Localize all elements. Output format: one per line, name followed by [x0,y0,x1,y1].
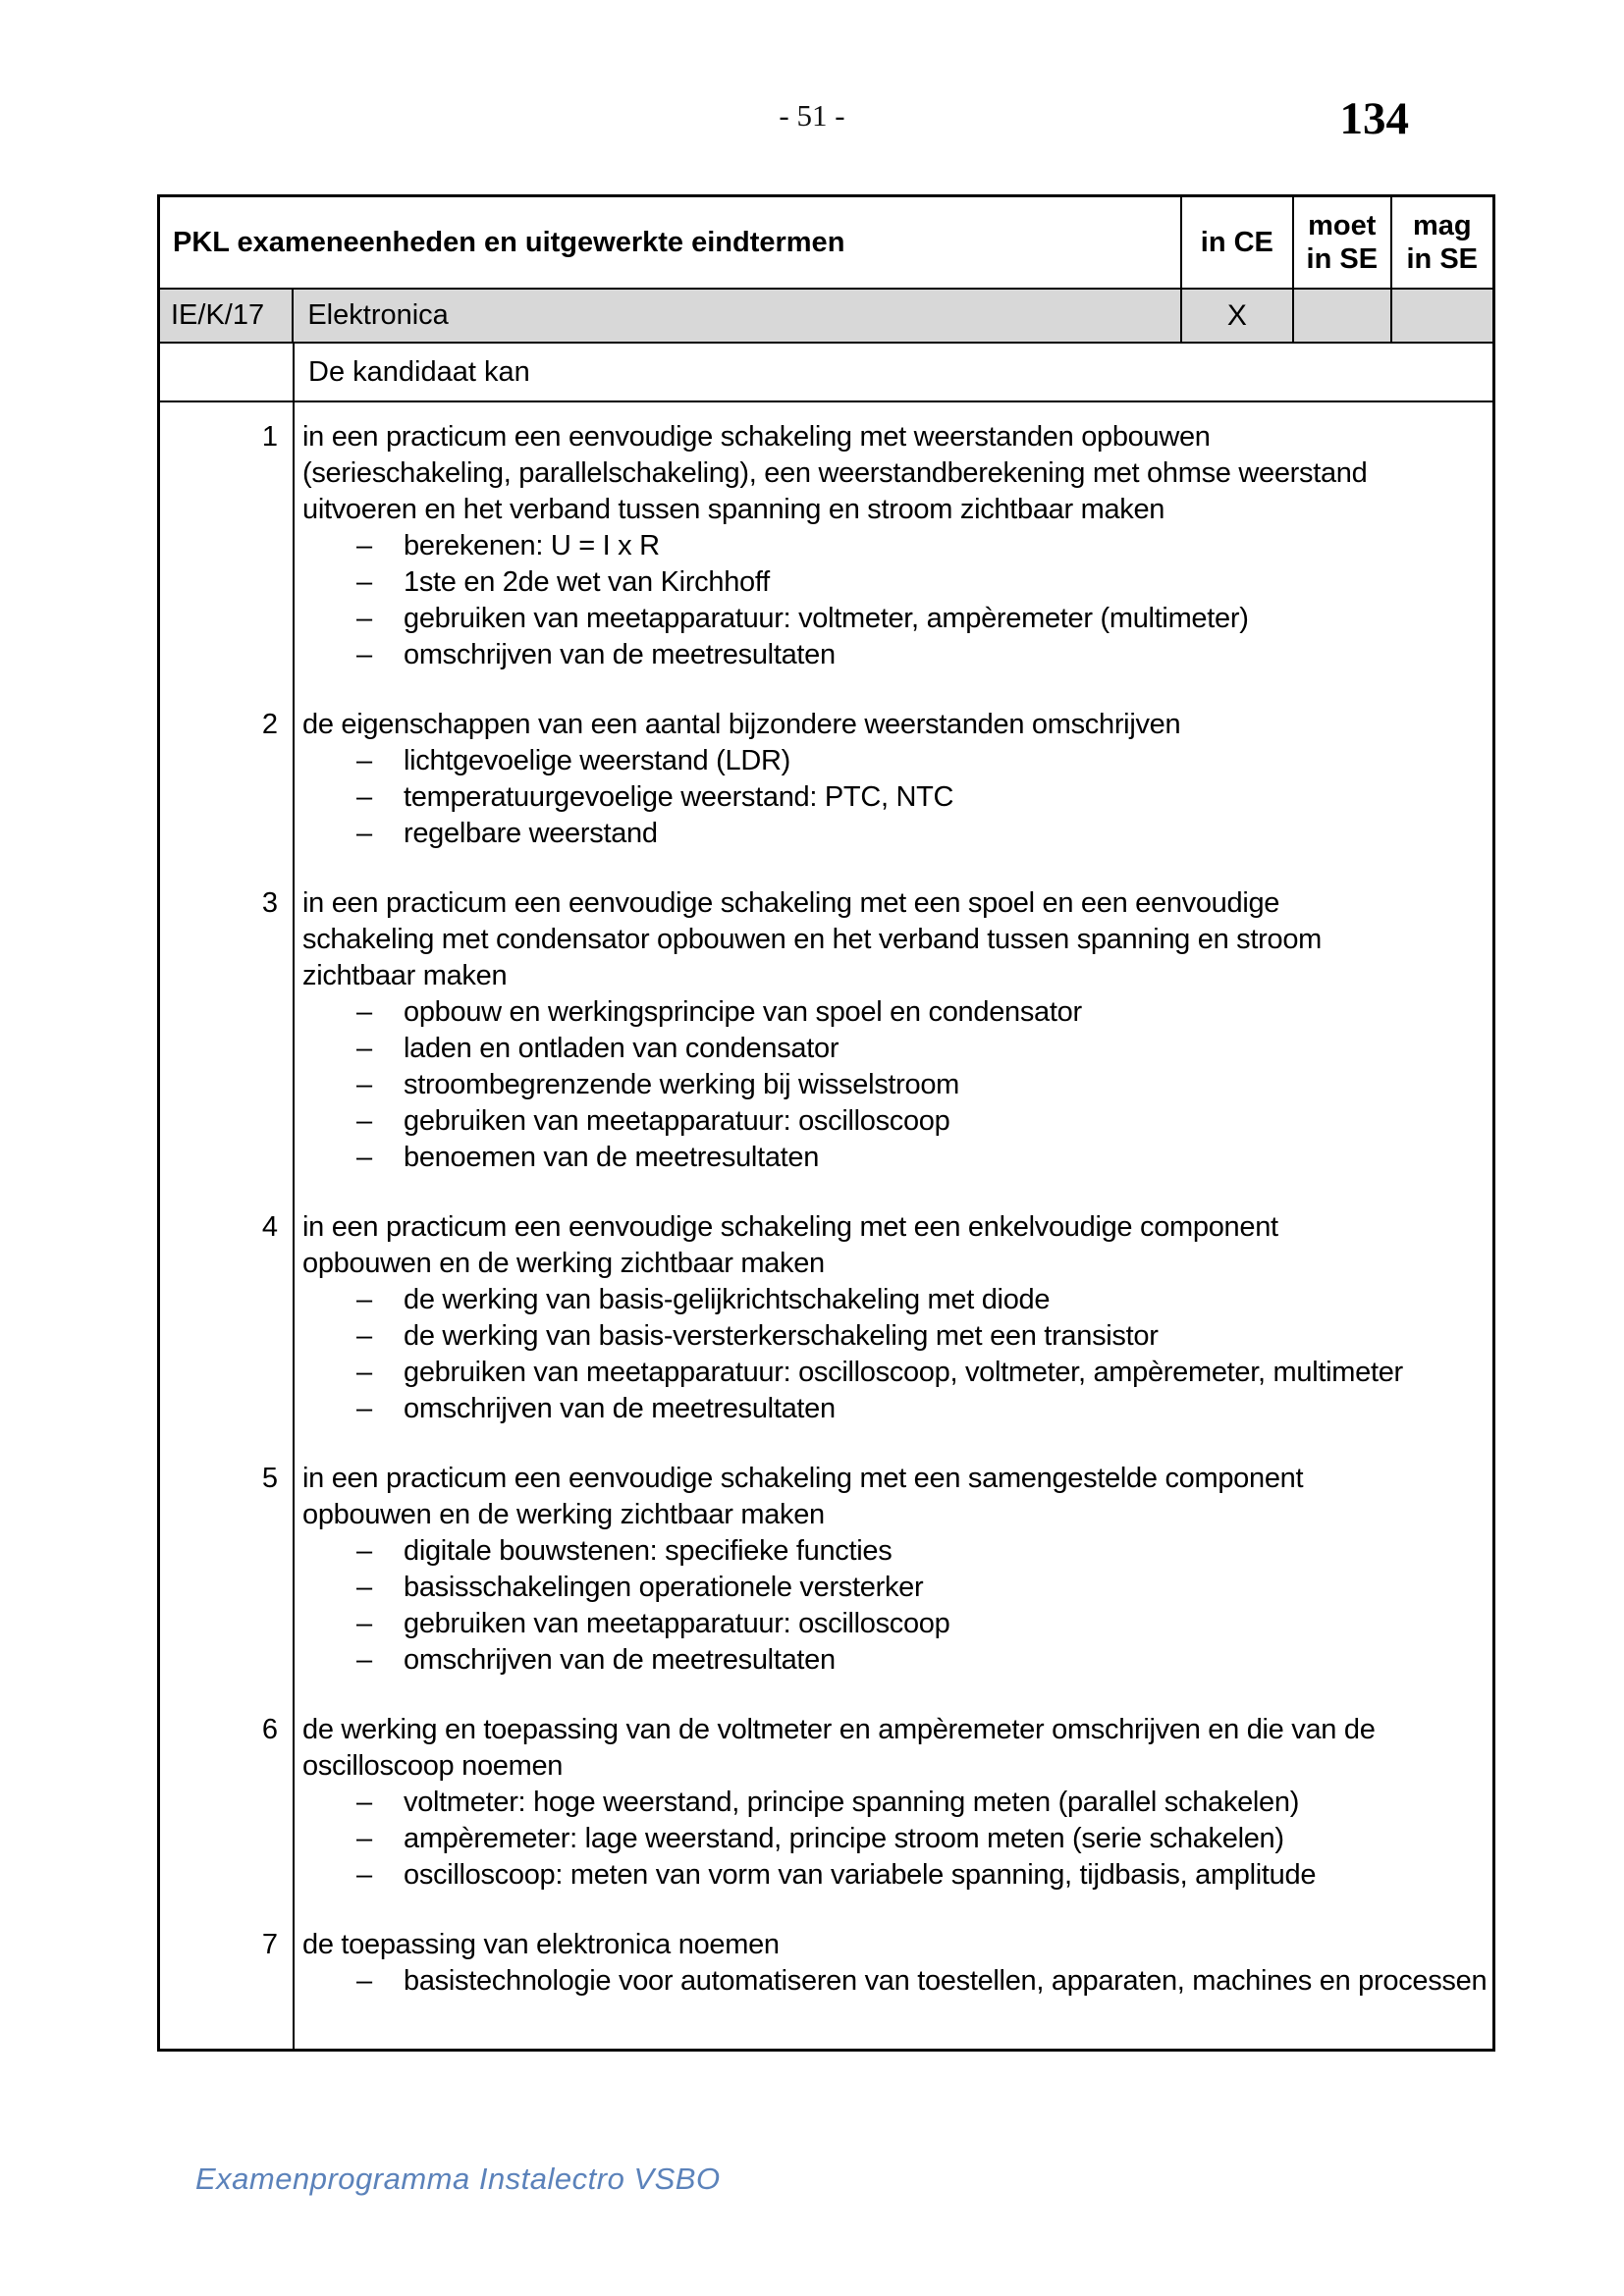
bullet-text: digitale bouwstenen: specifieke functies [404,1535,893,1567]
item-text [302,885,1487,994]
unit-code-cell [160,290,294,342]
item-text-line: in een practicum een eenvoudige schakeling met een spoel en een eenvoudige [302,887,1280,919]
unit-name-cell [294,290,1181,342]
dash-bullet-marker: – [356,603,372,634]
unit-in-ce-cell [1182,290,1294,342]
column-header-moet-in-se [1294,197,1391,288]
bullet-item [302,1570,1487,1606]
kandidaat-text-cell [295,344,1492,400]
item-text-line: (serieschakeling, parallelschakeling), een weerstandberekening met ohmse weerstand [302,457,1368,489]
col-mag-line2: in SE [1406,243,1479,275]
bullet-item [302,528,1487,564]
dash-bullet-marker: – [356,1823,372,1854]
bullet-text: opbouw en werkingsprincipe van spoel en condensator [404,996,1082,1028]
exam-table [157,194,1495,2052]
column-header-in-ce [1182,197,1294,288]
item-number: 6 [261,1714,278,1745]
dash-bullet-marker: – [356,1105,372,1137]
bullet-list [302,528,1487,673]
dash-bullet-marker: – [356,1069,372,1100]
dash-bullet-marker: – [356,745,372,776]
bullet-text: temperatuurgevoelige weerstand: PTC, NTC [404,781,954,813]
bullet-text: gebruiken van meetapparatuur: oscilloscoop [404,1608,950,1639]
col-moet-line1: moet [1308,210,1377,241]
item-text-line: uitvoeren en het verband tussen spanning en stroom zichtbaar maken [302,494,1165,525]
bullet-item [302,1031,1487,1067]
bullet-item [302,637,1487,673]
list-item [261,1461,1487,1679]
bullet-item [302,1282,1487,1318]
bullet-text: laden en ontladen van condensator [404,1033,839,1064]
item-text-line: opbouwen en de werking zichtbaar maken [302,1248,825,1279]
bullet-text: stroombegrenzende werking bij wisselstroom [404,1069,960,1100]
dash-bullet-marker: – [356,1033,372,1064]
item-number: 2 [261,709,278,740]
unit-name: Elektronica [307,299,449,331]
dash-bullet-marker: – [356,1787,372,1818]
bullet-item [302,1103,1487,1140]
item-text [302,419,1487,528]
bullet-list [302,1533,1487,1679]
bullet-item [302,1067,1487,1103]
list-item [261,1209,1487,1427]
eindtermen-body [160,402,1492,2049]
bullet-item [302,1963,1487,2000]
table-title-cell [160,197,1182,288]
item-text [302,1712,1487,1785]
bullet-item [302,564,1487,601]
page-label: - 51 - [779,98,845,133]
bullet-item [302,1533,1487,1570]
bullet-text: omschrijven van de meetresultaten [404,1393,836,1424]
unit-row [160,290,1492,344]
bullet-text: basistechnologie voor automatiseren van toestellen, apparaten, machines en processen [404,1965,1488,1997]
kandidaat-empty-cell [160,344,295,400]
bullet-text: gebruiken van meetapparatuur: oscilloscoop [404,1105,950,1137]
unit-in-ce-mark: X [1226,298,1247,332]
dash-bullet-marker: – [356,818,372,849]
dash-bullet-marker: – [356,1644,372,1676]
item-text-line: de toepassing van elektronica noemen [302,1929,780,1960]
bullet-item [302,1857,1487,1894]
bullet-text: gebruiken van meetapparatuur: voltmeter, ampèremeter (multimeter) [404,603,1249,634]
bullet-item [302,1355,1487,1391]
bullet-item [302,1821,1487,1857]
dash-bullet-marker: – [356,639,372,670]
bullet-text: omschrijven van de meetresultaten [404,639,836,670]
item-text [302,707,1487,743]
bullet-list [302,1282,1487,1427]
dash-bullet-marker: – [356,1965,372,1997]
list-item [261,1927,1488,2000]
document-footer: Examenprogramma Instalectro VSBO [195,2162,721,2196]
bullet-text: lichtgevoelige weerstand (LDR) [404,745,790,776]
bullet-item [302,743,1487,779]
bullet-item [302,1140,1487,1176]
bullet-text: regelbare weerstand [404,818,658,849]
item-number: 4 [261,1211,278,1243]
bullet-list [302,994,1487,1176]
dash-bullet-marker: – [356,1357,372,1388]
bullet-text: berekenen: U = I x R [404,530,660,561]
table-header-row [160,197,1492,290]
dash-bullet-marker: – [356,1284,372,1315]
dash-bullet-marker: – [356,1320,372,1352]
unit-mag-se-cell [1392,290,1492,342]
dash-bullet-marker: – [356,996,372,1028]
column-header-mag-in-se [1392,197,1492,288]
item-text-line: de werking en toepassing van de voltmeter en ampèremeter omschrijven en die van de [302,1714,1376,1745]
dash-bullet-marker: – [356,781,372,813]
dash-bullet-marker: – [356,1572,372,1603]
bullet-text: benoemen van de meetresultaten [404,1142,820,1173]
item-number: 7 [261,1929,278,1960]
item-number: 1 [261,421,278,453]
bullet-text: gebruiken van meetapparatuur: oscilloscoop, voltmeter, ampèremeter, multimeter [404,1357,1403,1388]
bullet-item [302,1391,1487,1427]
bullet-text: basisschakelingen operationele versterker [404,1572,924,1603]
dash-bullet-marker: – [356,1859,372,1891]
list-item [261,419,1487,673]
item-number: 3 [261,887,278,919]
bullet-item [302,816,1487,852]
list-item [261,885,1487,1176]
dash-bullet-marker: – [356,1393,372,1424]
item-text [302,1209,1487,1282]
dash-bullet-marker: – [356,1535,372,1567]
kandidaat-row [160,344,1492,402]
dash-bullet-marker: – [356,566,372,598]
bullet-text: 1ste en 2de wet van Kirchhoff [404,566,770,598]
unit-code: IE/K/17 [171,299,265,331]
bullet-item [302,779,1487,816]
bullet-item [302,1785,1487,1821]
item-text-line: in een practicum een eenvoudige schakeling met weerstanden opbouwen [302,421,1211,453]
bullet-list [302,743,1487,852]
bullet-item [302,601,1487,637]
unit-moet-se-cell [1294,290,1391,342]
bullet-text: oscilloscoop: meten van vorm van variabele spanning, tijdbasis, amplitude [404,1859,1317,1891]
item-text-line: in een practicum een eenvoudige schakeling met een samengestelde component [302,1463,1304,1494]
bullet-item [302,994,1487,1031]
dash-bullet-marker: – [356,530,372,561]
bullet-list [302,1963,1487,2000]
item-text-line: oscilloscoop noemen [302,1750,564,1782]
bullet-text: voltmeter: hoge weerstand, principe spanning meten (parallel schakelen) [404,1787,1300,1818]
dash-bullet-marker: – [356,1608,372,1639]
table-title: PKL exameneenheden en uitgewerkte eindtermen [173,226,845,258]
list-item [261,707,1487,852]
bullet-item [302,1606,1487,1642]
bullet-item [302,1642,1487,1679]
bullet-text: de werking van basis-versterkerschakeling met een transistor [404,1320,1159,1352]
list-item [261,1712,1487,1894]
dash-bullet-marker: – [356,1142,372,1173]
item-text [302,1927,1487,1963]
item-text-line: schakeling met condensator opbouwen en het verband tussen spanning en stroom [302,924,1323,955]
kandidaat-label: De kandidaat kan [308,355,530,388]
item-text-line: zichtbaar maken [302,960,508,991]
col-ce-label: in CE [1200,226,1273,258]
col-mag-line1: mag [1412,210,1472,241]
item-text-line: de eigenschappen van een aantal bijzondere weerstanden omschrijven [302,709,1181,740]
page-number: 134 [1339,93,1409,144]
item-number: 5 [261,1463,278,1494]
item-text-line: opbouwen en de werking zichtbaar maken [302,1499,825,1530]
bullet-text: ampèremeter: lage weerstand, principe stroom meten (serie schakelen) [404,1823,1284,1854]
item-text-line: in een practicum een eenvoudige schakeling met een enkelvoudige component [302,1211,1278,1243]
bullet-item [302,1318,1487,1355]
bullet-list [302,1785,1487,1894]
bullet-text: de werking van basis-gelijkrichtschakeling met diode [404,1284,1051,1315]
col-moet-line2: in SE [1306,243,1379,275]
bullet-text: omschrijven van de meetresultaten [404,1644,836,1676]
items-list [261,402,1492,2049]
item-text [302,1461,1487,1533]
